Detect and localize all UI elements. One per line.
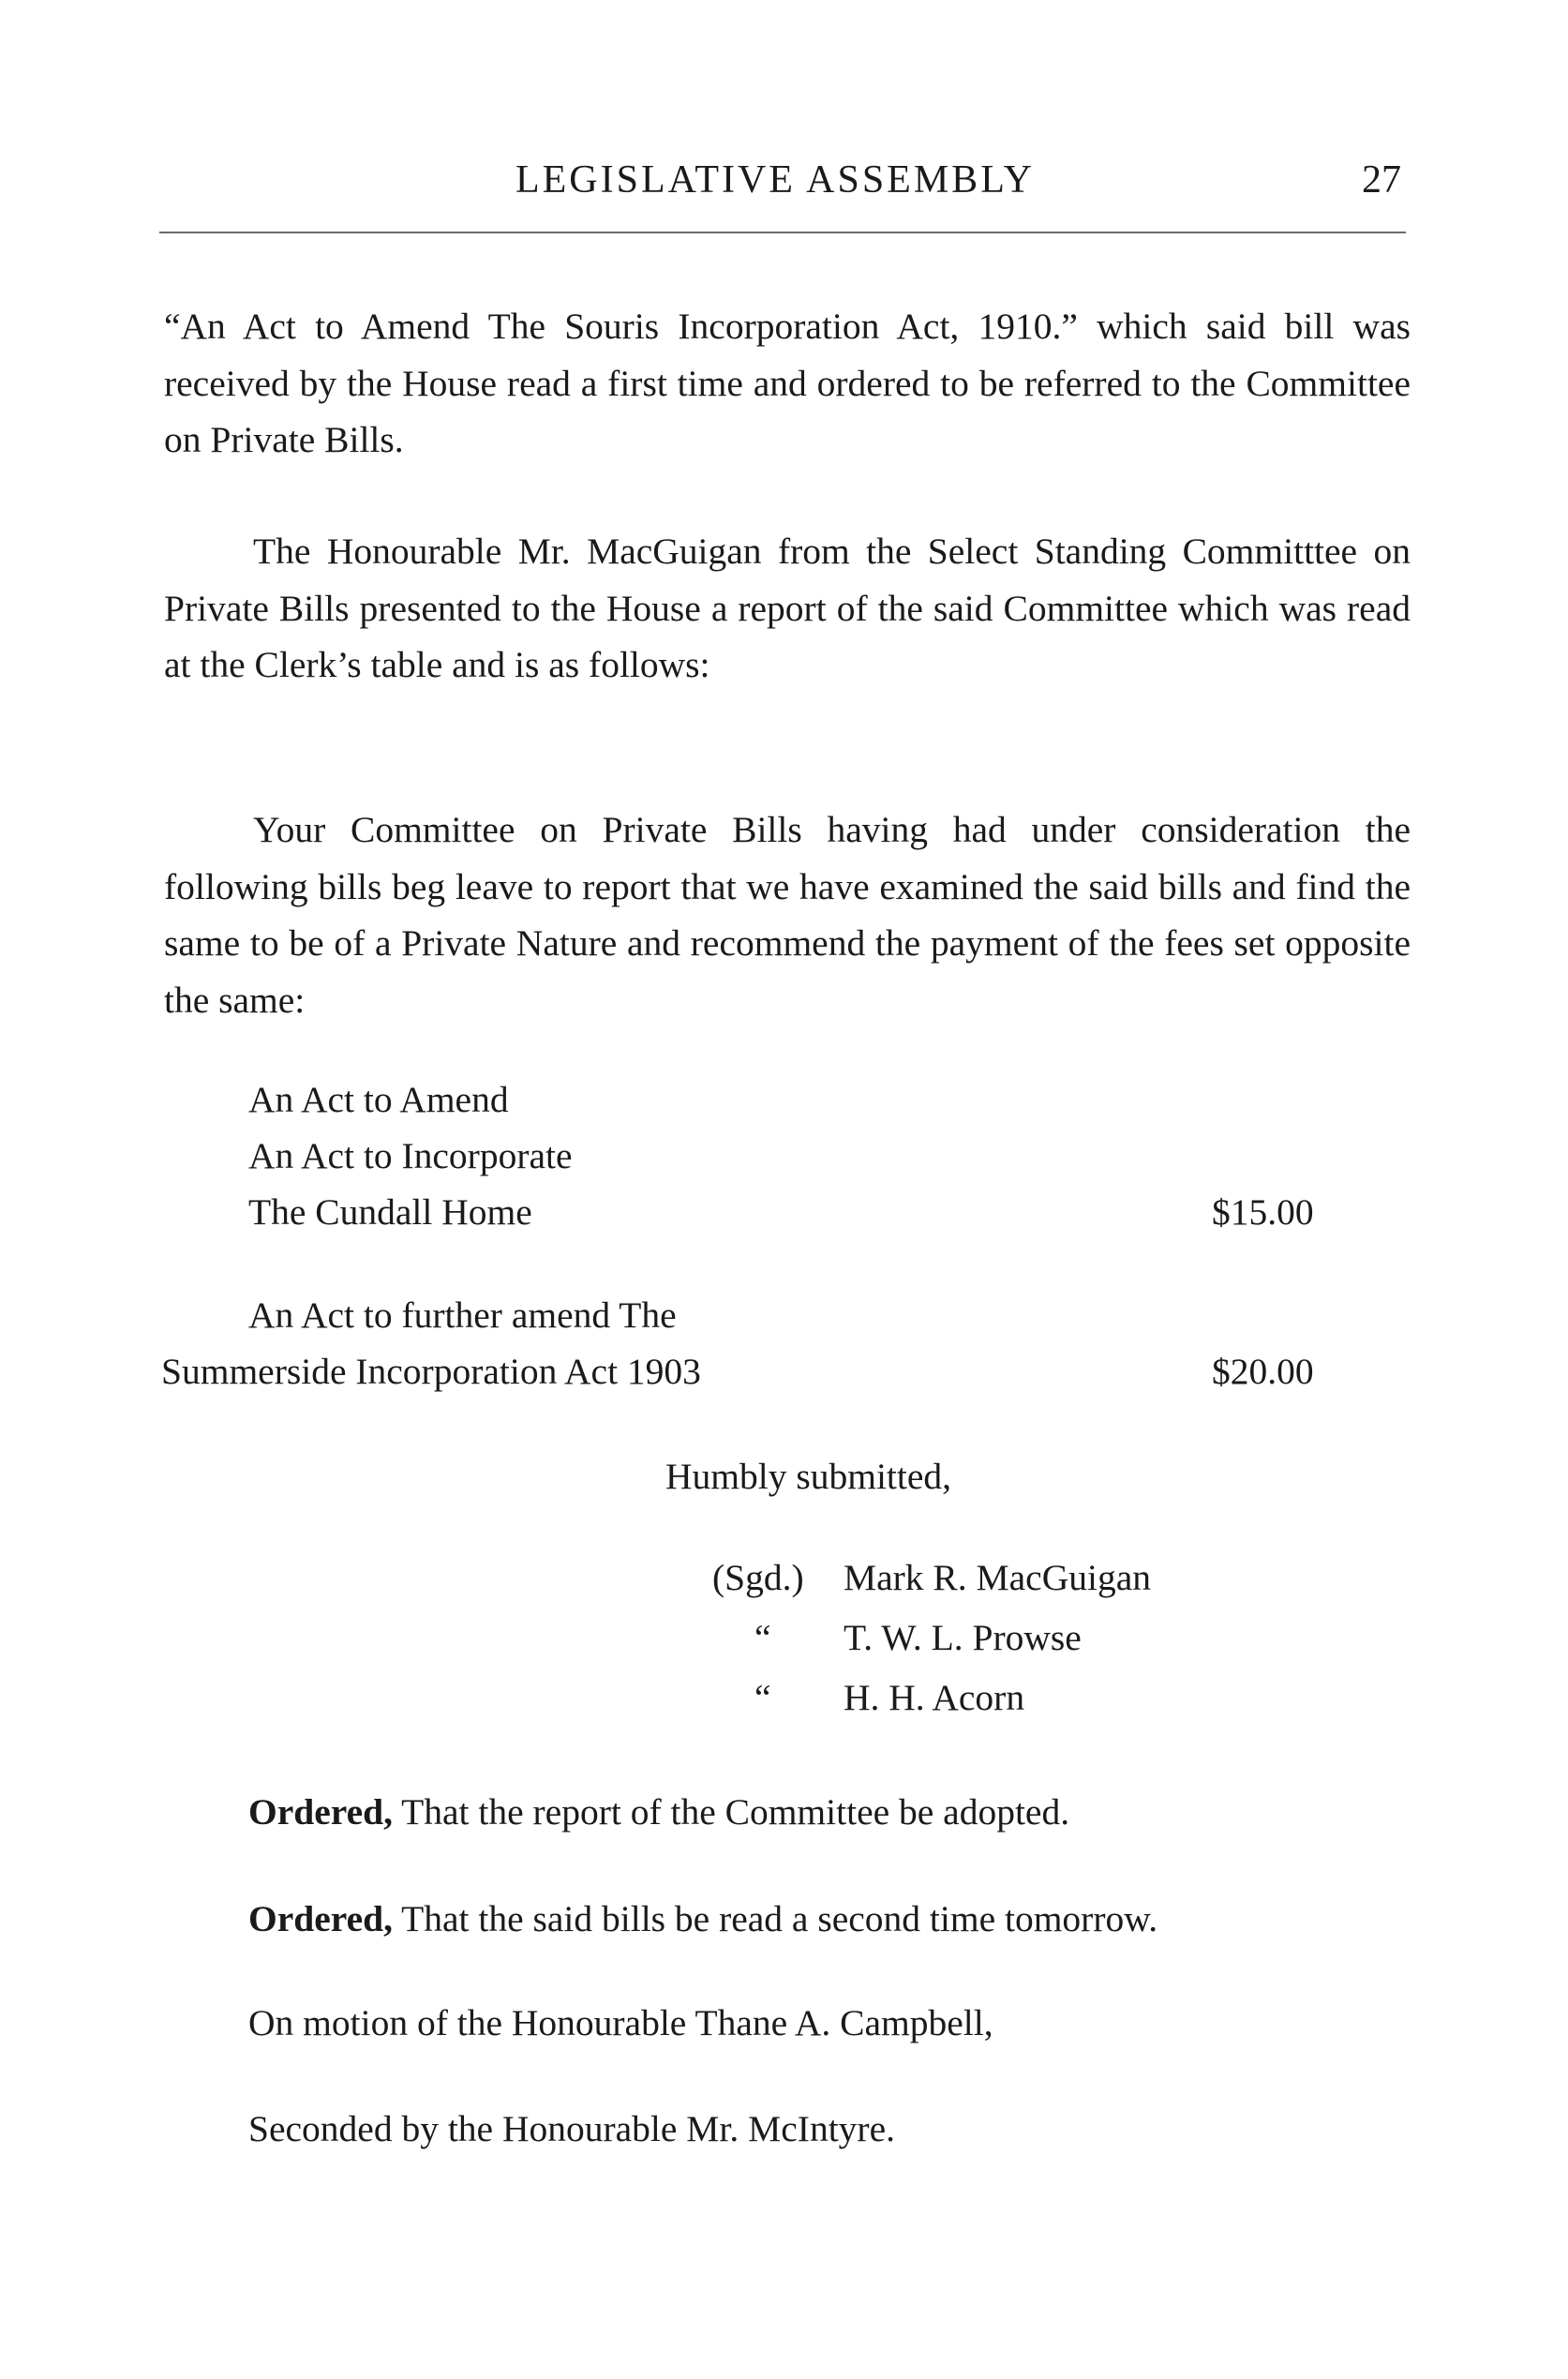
bill-1-line-1: An Act to Amend — [248, 1079, 509, 1120]
order-label: Ordered, — [248, 1898, 393, 1939]
order-text: That the report of the Committee be adopted. — [392, 1791, 1070, 1833]
motion-line: On motion of the Honourable Thane A. Campbell, — [248, 2002, 993, 2043]
bill-2-fee: $20.00 — [1212, 1351, 1314, 1392]
signature-ditto-mark-1: “ — [754, 1617, 771, 1658]
signature-prefix-sgd: (Sgd.) — [712, 1557, 804, 1598]
header-rule — [159, 232, 1406, 233]
bill-2-line-1: An Act to further amend The — [248, 1294, 677, 1336]
order-adopt-report — [248, 1788, 1069, 1835]
signature-name-1: Mark R. MacGuigan — [844, 1557, 1151, 1598]
signature-name-2: T. W. L. Prowse — [844, 1617, 1082, 1658]
page-number: 27 — [1362, 158, 1401, 202]
signature-name-3: H. H. Acorn — [844, 1677, 1025, 1718]
paragraph-committee-report: The Honourable Mr. MacGuigan from the Select Standing Committtee on Private Bills presented to the House a report of the said Committee which was read at the Clerk’s table and is as follows: — [164, 531, 1411, 685]
paragraph-committee-findings: Your Committee on Private Bills having had under consideration the following bills beg leave to report that we have examined the said bills and find the same to be of a Private Nature and recommend the payment of the fees set opposite the same: — [164, 809, 1411, 1021]
order-second-reading — [248, 1895, 1157, 1942]
seconded-line: Seconded by the Honourable Mr. McIntyre. — [248, 2108, 895, 2149]
signature-ditto-mark-2: “ — [754, 1677, 771, 1718]
running-header-title: LEGISLATIVE ASSEMBLY — [515, 158, 1035, 202]
bill-1-line-3: The Cundall Home — [248, 1191, 532, 1233]
paragraph-souris-act: “An Act to Amend The Souris Incorporation Act, 1910.” which said bill was received by the House read a first time and ordered to be referred to the Committee on Private Bills. — [164, 306, 1411, 460]
bill-1-line-2: An Act to Incorporate — [248, 1135, 573, 1176]
closing-humbly-submitted: Humbly submitted, — [665, 1456, 952, 1497]
order-label: Ordered, — [248, 1791, 393, 1833]
order-text: That the said bills be read a second time tomorrow. — [392, 1898, 1158, 1939]
bill-1-fee: $15.00 — [1212, 1191, 1314, 1233]
bill-2-line-2: Summerside Incorporation Act 1903 — [161, 1351, 701, 1392]
